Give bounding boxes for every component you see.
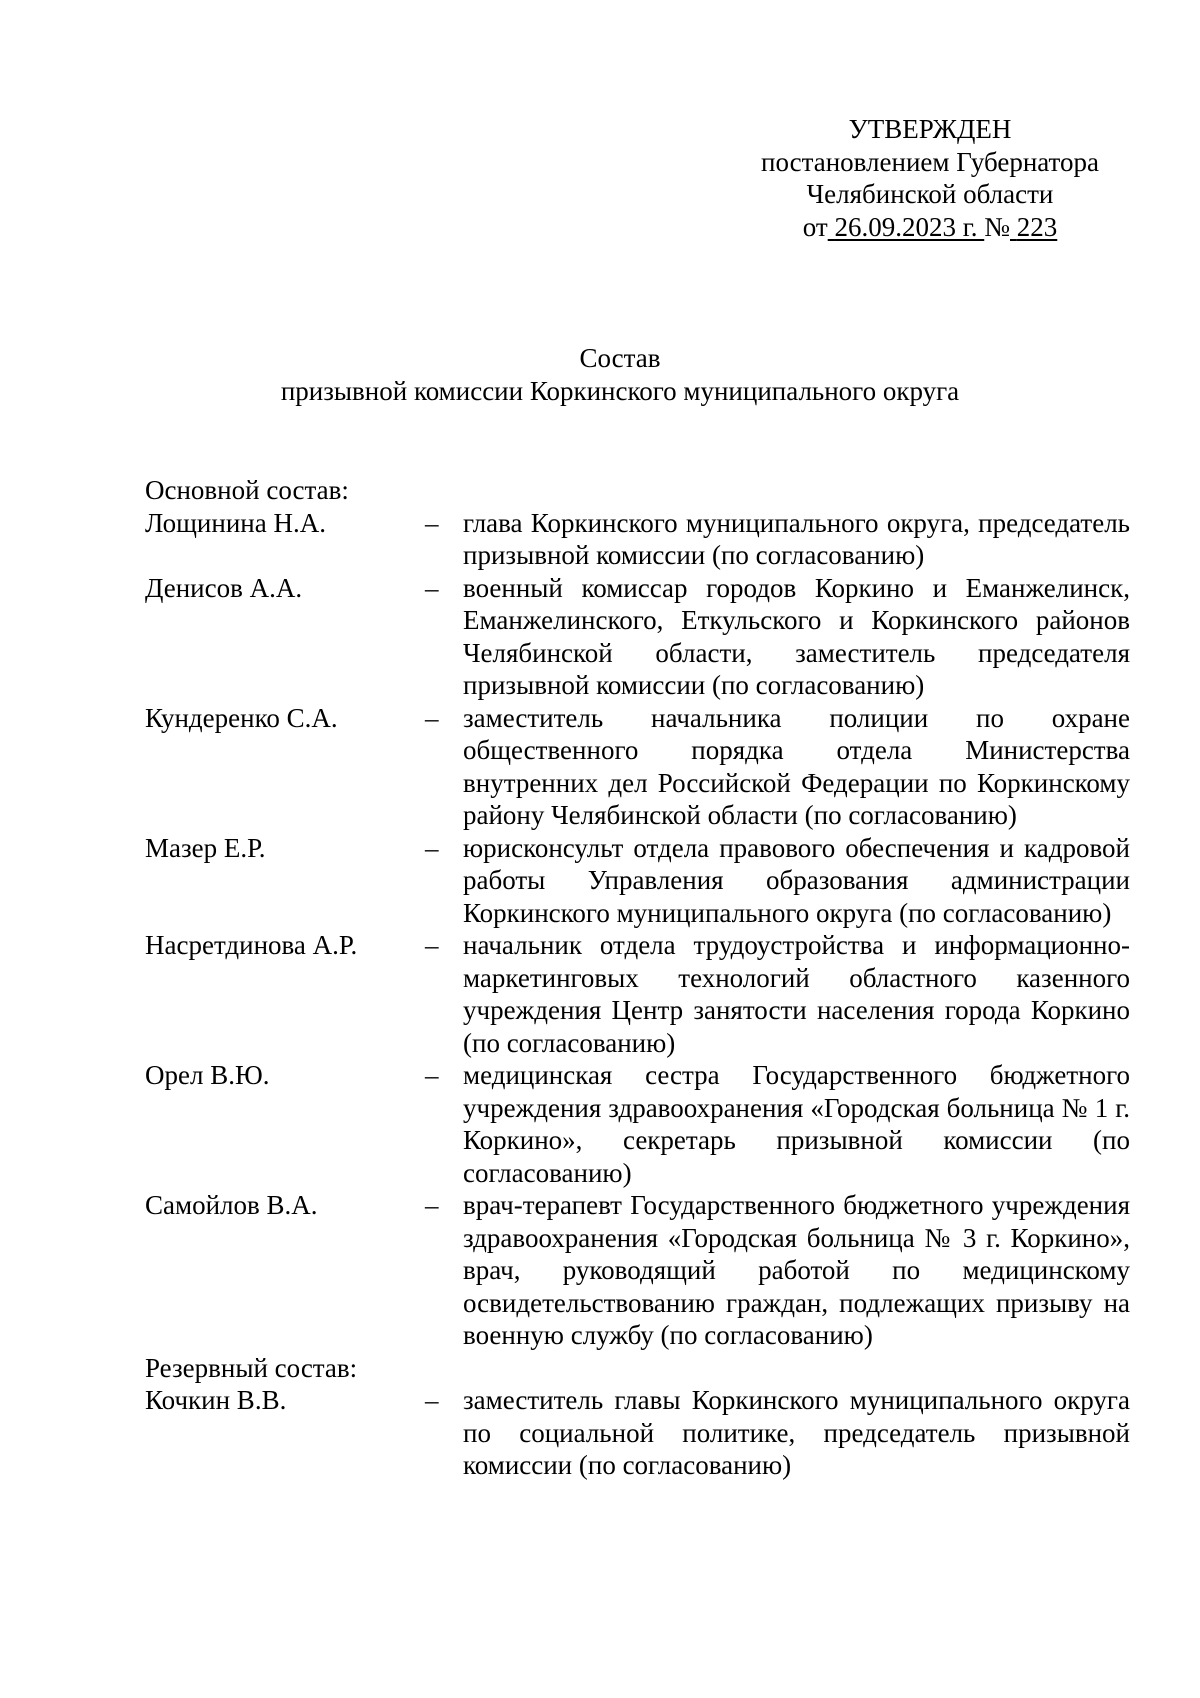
approval-date-line — [720, 211, 1140, 244]
approval-title: УТВЕРЖДЕН — [848, 114, 1012, 144]
member-role: юрисконсульт отдела правового обеспечения и кадровой работы Управления образования администрации Коркинского муниципального округа (по согласованию) — [463, 832, 1130, 928]
member-role: заместитель главы Коркинского муниципального округа по социальной политике, председатель призывной комиссии (по согласованию) — [463, 1385, 1130, 1480]
approval-date: 26.09.2023 г. — [834, 211, 978, 242]
heading-title: Состав — [579, 343, 661, 373]
main-section-label: Основной состав: — [145, 475, 349, 505]
member-dash: – — [425, 832, 439, 863]
member-name: Насретдинова А.Р. — [145, 930, 358, 960]
commission-list — [145, 474, 1130, 1482]
member-name: Денисов А.А. — [145, 572, 303, 603]
member-row — [145, 1189, 1130, 1352]
member-dash: – — [425, 1060, 439, 1090]
member-dash: – — [425, 702, 439, 733]
main-members — [145, 507, 1130, 1352]
approval-number-prefix: № — [984, 211, 1010, 242]
reserve-members — [145, 1384, 1130, 1482]
member-row — [145, 1059, 1130, 1189]
member-role: врач-терапевт Государственного бюджетного учреждения здравоохранения «Городская больница № 3 г. Коркино», врач, руководящий работой по медицинскому освидетельствованию граждан, подлежащих призыву на военную службу (по согласованию) — [463, 1190, 1130, 1350]
member-row — [145, 832, 1130, 930]
member-dash: – — [425, 1385, 439, 1415]
member-row — [145, 1384, 1130, 1482]
member-row — [145, 507, 1130, 572]
member-dash: – — [425, 572, 439, 603]
approval-number: 223 — [1016, 211, 1058, 242]
member-role: начальник отдела трудоустройства и информационно-маркетинговых технологий областного казенного учреждения Центр занятости населения города Коркино (по согласованию) — [463, 930, 1130, 1058]
reserve-section-label: Резервный состав: — [145, 1352, 358, 1383]
approval-date-prefix: от — [802, 211, 828, 242]
member-dash: – — [425, 507, 439, 538]
member-row — [145, 929, 1130, 1059]
member-name: Самойлов В.А. — [145, 1190, 318, 1220]
document-heading — [120, 342, 1120, 407]
member-role: военный комиссар городов Коркино и Еманжелинск, Еманжелинского, Еткульского и Коркинского районов Челябинской области, заместитель председателя призывной комиссии (по согласованию) — [463, 572, 1130, 700]
member-dash: – — [425, 1190, 439, 1220]
member-row — [145, 702, 1130, 832]
approval-line-region: Челябинской области — [806, 179, 1054, 209]
member-role: глава Коркинского муниципального округа, председатель призывной комиссии (по согласованию) — [463, 507, 1130, 570]
member-name: Лощинина Н.А. — [145, 507, 326, 538]
member-name: Кундеренко С.А. — [145, 702, 338, 733]
member-dash: – — [425, 930, 439, 960]
member-name: Мазер Е.Р. — [145, 832, 266, 863]
member-role: медицинская сестра Государственного бюджетного учреждения здравоохранения «Городская больница № 1 г. Коркино», секретарь призывной комиссии (по согласованию) — [463, 1060, 1130, 1188]
member-row — [145, 572, 1130, 702]
approval-line-decree: постановлением Губернатора — [761, 146, 1099, 177]
approval-stamp — [720, 113, 1140, 243]
member-role: заместитель начальника полиции по охране общественного порядка отдела Министерства внутренних дел Российской Федерации по Коркинскому району Челябинской области (по согласованию) — [463, 702, 1130, 830]
member-name: Кочкин В.В. — [145, 1385, 287, 1415]
heading-subtitle: призывной комиссии Коркинского муниципального округа — [280, 375, 960, 406]
member-name: Орел В.Ю. — [145, 1060, 270, 1090]
